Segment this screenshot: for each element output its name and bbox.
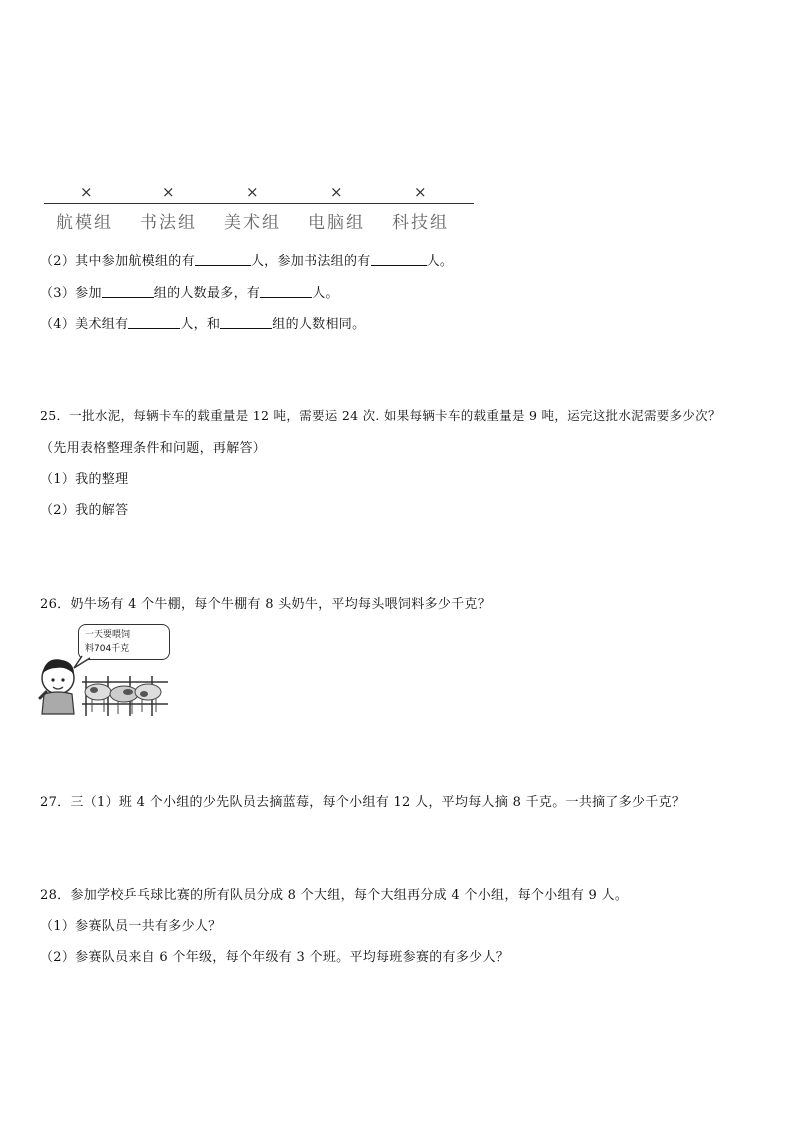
tally-mark: × [162,183,175,201]
q28-question: 28．参加学校乒乓球比赛的所有队员分成 8 个大组，每个大组再分成 4 个小组，每个小组有 9 人。 [40,888,629,903]
q28-part2: （2）参赛队员来自 6 个年级，每个年级有 3 个班。平均每班参赛的有多少人？ [40,950,510,965]
speech-bubble: 一天要喂饲 料704千克 [78,624,170,660]
q24-part4: （4）美术组有 人，和 组的人数相同。 [40,317,366,332]
q24-part3: （3）参加 组的人数最多，有 人。 [40,286,339,301]
q24-part2: （2）其中参加航模组的有 人，参加书法组的有 人。 [40,254,454,269]
category-label: 航模组 [56,213,113,233]
boy-and-cows-icon [36,620,176,720]
tally-mark: × [246,183,259,201]
q25-note: （先用表格整理条件和问题，再解答） [40,441,267,456]
category-label: 电脑组 [308,213,365,233]
tally-mark: × [414,183,427,201]
answer-blank[interactable] [128,316,180,329]
answer-blank[interactable] [371,253,427,266]
answer-blank[interactable] [102,285,154,298]
tally-mark: × [80,183,93,201]
answer-blank[interactable] [260,285,312,298]
answer-blank[interactable] [220,316,272,329]
q28-part1: （1）参赛队员一共有多少人？ [40,919,222,934]
category-label: 美术组 [224,213,281,233]
tally-baseline [44,203,474,204]
tally-mark: × [330,183,343,201]
q25-question: 25．一批水泥，每辆卡车的载重量是 12 吨，需要运 24 次. 如果每辆卡车的载重量是 9 吨，运完这批水泥需要多少次？ [40,408,721,423]
answer-blank[interactable] [195,253,251,266]
category-label: 书法组 [140,213,197,233]
tally-figure [44,180,474,233]
category-label: 科技组 [392,213,449,233]
q25-part2: （2）我的解答 [40,503,129,518]
q26-question: 26．奶牛场有 4 个牛棚，每个牛棚有 8 头奶牛，平均每头喂饲料多少千克？ [40,597,492,612]
q25-part1: （1）我的整理 [40,472,129,487]
farm-illustration [36,620,176,720]
q27-question: 27．三（1）班 4 个小组的少先队员去摘蓝莓，每个小组有 12 人，平均每人摘 8 千克。一共摘了多少千克？ [40,795,686,810]
